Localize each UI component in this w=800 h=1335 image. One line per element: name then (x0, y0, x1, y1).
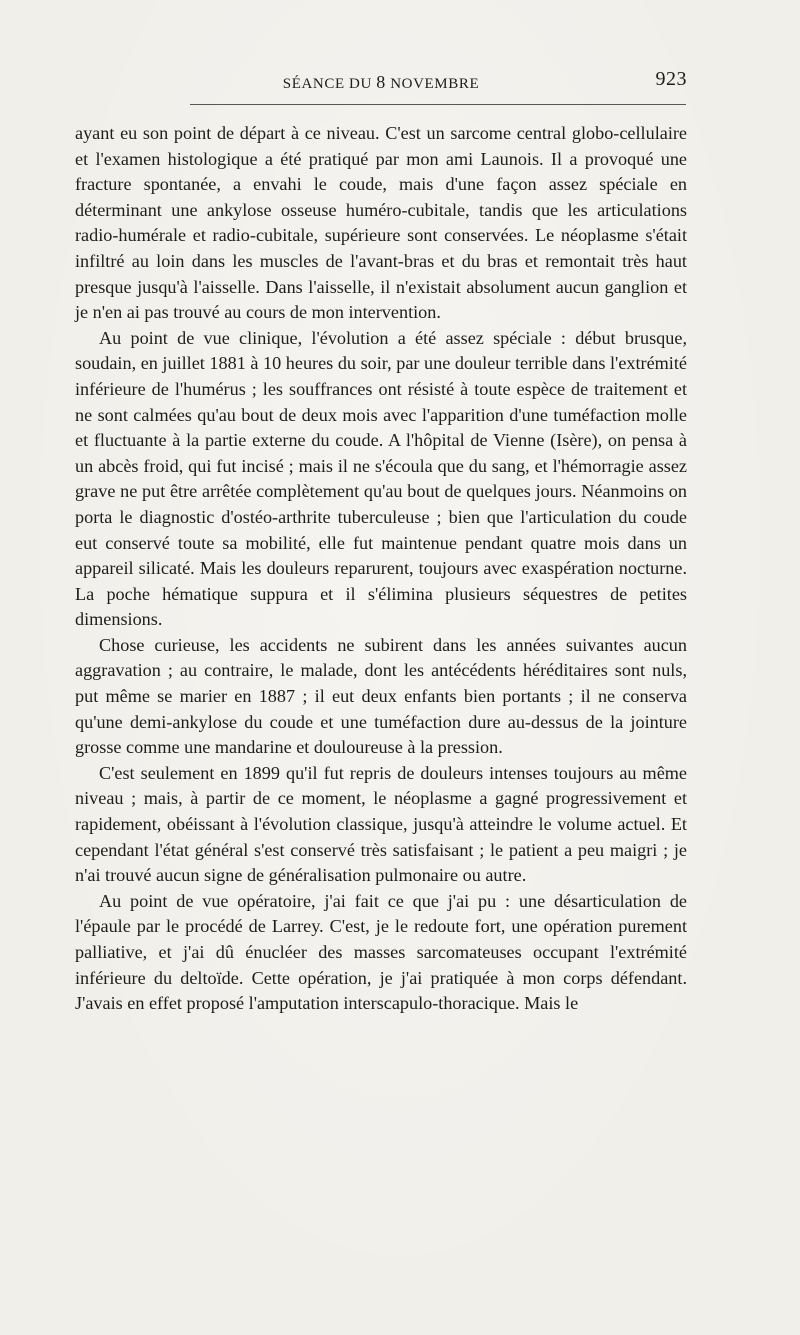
paragraph: Chose curieuse, les accidents ne subirent dans les années suivantes aucun aggravation ; au contraire, le malade, dont les antécédents héréditaires sont nuls, put même se marier en 1887 ; il eut deux enfants bien portants ; il ne conserva qu'une demi-ankylose du coude et une tuméfaction dure au-dessus de la jointure grosse comme une mandarine et douloureuse à la pression. (75, 634, 687, 758)
running-title-prefix: SÉANCE DU (282, 76, 372, 92)
paragraph: Au point de vue opératoire, j'ai fait ce que j'ai pu : une désarticulation de l'épaule par le procédé de Larrey. C'est, je le redoute fort, une opération purement palliative, et j'ai dû énucléer des masses sarcomateuses occupant l'extrémité inférieure du deltoïde. Cette opération, je j'ai pratiquée à mon corps défendant. J'avais en effet proposé l'amputation interscapulo-thoracique. Mais le (75, 890, 687, 1014)
paragraph: C'est seulement en 1899 qu'il fut repris de douleurs intenses toujours au même niveau ; mais, à partir de ce moment, le néoplasme a gagné progressivement et rapidement, obéissant à l'évolution classique, jusqu'à atteindre le volume actuel. Et cependant l'état général s'est conservé très satisfaisant ; le patient a peu maigri ; je n'ai trouvé aucun signe de généralisation pulmonaire ou autre. (75, 762, 687, 886)
running-header (75, 66, 687, 96)
running-title-month: NOVEMBRE (390, 76, 480, 92)
body-text (75, 121, 687, 1017)
running-title (75, 72, 687, 93)
header-rule (190, 104, 686, 105)
running-title-day: 8 (376, 72, 386, 92)
paragraph-continued: ayant eu son point de départ à ce niveau. C'est un sarcome central globo-cellulaire et l'examen histologique a été pratiqué par mon ami Launois. Il a provoqué une fracture spontanée, a envahi le coude, mais d'une façon assez spéciale en déterminant une ankylose osseuse huméro-cubitale, tandis que les articulations radio-humérale et radio-cubitale, supérieure sont conservées. Le néoplasme s'était infiltré au loin dans les muscles de l'avant-bras et du bras et remontait très haut presque jusqu'à l'aisselle. Dans l'aisselle, il n'existait absolument aucun ganglion et je n'en ai pas trouvé au cours de mon intervention. (75, 123, 687, 323)
page-number: 923 (655, 68, 687, 90)
paragraph: Au point de vue clinique, l'évolution a été assez spéciale : début brusque, soudain, en juillet 1881 à 10 heures du soir, par une douleur terrible dans l'extrémité inférieure de l'humérus ; les souffrances ont résisté à toute espèce de traitement et ne sont calmées qu'au bout de deux mois avec l'apparition d'une tuméfaction molle et fluctuante à la partie externe du coude. A l'hôpital de Vienne (Isère), on pensa à un abcès froid, qui fut incisé ; mais il ne s'écoula que du sang, et l'hémorragie assez grave ne put être arrêtée complètement qu'au bout de quelques jours. Néanmoins on porta le diagnostic d'ostéo-arthrite tuberculeuse ; bien que l'articulation du coude eut conservé toute sa mobilité, elle fut maintenue pendant quatre mois dans un appareil silicaté. Mais les douleurs reparurent, toujours avec exaspération nocturne. La poche hématique suppura et il s'élimina plusieurs séquestres de petites dimensions. (75, 327, 687, 630)
